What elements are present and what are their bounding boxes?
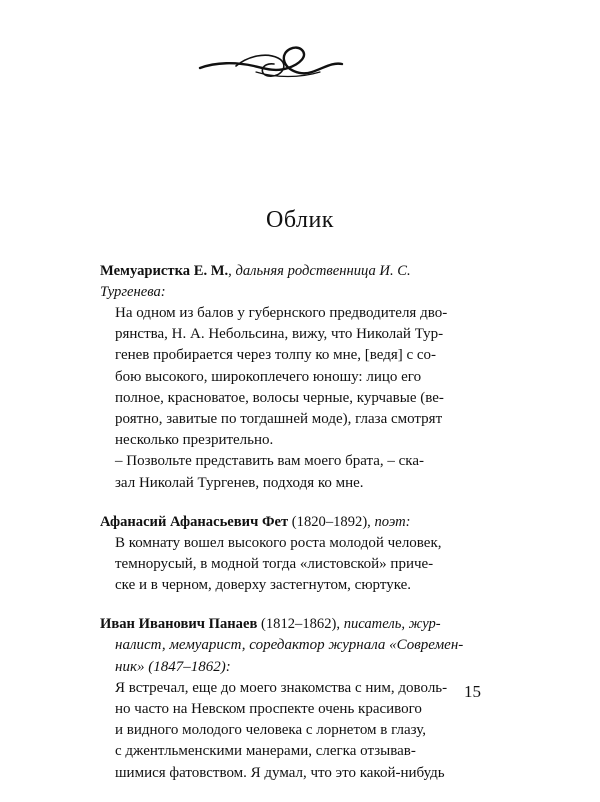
chapter-title: Облик: [266, 207, 334, 233]
memoir-entry: [100, 614, 472, 783]
quote-text: [115, 303, 472, 494]
memoir-entry: [100, 261, 472, 494]
memoir-entry: [100, 512, 472, 597]
quote-line: темнорусый, в модной тогда «листовской» приче-: [115, 556, 434, 573]
speaker-description: ник» (1847–1862):: [115, 658, 231, 675]
quote-line: бою высокого, широкоплечего юношу: лицо его: [115, 368, 422, 385]
quote-text: [115, 635, 472, 783]
quote-line: Я встречал, еще до моего знакомства с ним, доволь-: [115, 679, 448, 696]
speaker-description: писатель, жур-: [343, 616, 441, 633]
quote-line: несколько презрительно.: [115, 432, 274, 449]
quote-line: генев пробирается через толпу ко мне, [ведя] с со-: [115, 347, 437, 364]
quote-line: но часто на Невском проспекте очень красивого: [115, 701, 422, 718]
speaker-name: Иван Иванович Панаев: [100, 616, 258, 633]
quote-text: [115, 533, 472, 597]
speaker-heading: [100, 512, 472, 533]
speaker-years: (1812–1862),: [257, 616, 344, 633]
quote-line: с джентльменскими манерами, слегка отзывав-: [115, 743, 416, 760]
memoir-content: [100, 261, 472, 802]
decorative-flourish-ornament: [196, 38, 346, 88]
speaker-name: Афанасий Афанасьевич Фет: [100, 513, 289, 530]
speaker-name: Мемуаристка Е. М.: [100, 263, 229, 279]
speaker-description: , дальняя родственница И. С. Тургенева:: [100, 263, 411, 300]
speaker-description: налист, мемуарист, соредактор журнала «Современ-: [115, 637, 464, 654]
speaker-heading: [100, 261, 472, 303]
quote-line: и видного молодого человека с лорнетом в глазу,: [115, 722, 427, 739]
quote-line: На одном из балов у губернского предводителя дво-: [115, 305, 448, 321]
speaker-description: поэт:: [374, 513, 411, 530]
quote-line: роятно, завитые по тогдашней моде), глаза смотрят: [115, 411, 443, 428]
quote-line: – Позвольте представить вам моего брата, – ска-: [115, 453, 425, 470]
quote-line: зал Николай Тургенев, подходя ко мне.: [115, 474, 364, 491]
quote-line: шимися фатовством. Я думал, что это какой-нибудь: [115, 764, 445, 781]
quote-line: В комнату вошел высокого роста молодой человек,: [115, 534, 442, 551]
page-number: 15: [464, 682, 481, 701]
quote-line: рянства, Н. А. Небольсина, вижу, что Николай Тур-: [115, 326, 444, 343]
quote-line: ске и в черном, доверху застегнутом, сюртуке.: [115, 577, 412, 594]
quote-line: полное, красноватое, волосы черные, курчавые (ве-: [115, 389, 444, 406]
speaker-heading: [100, 614, 472, 635]
speaker-years: (1820–1892),: [288, 513, 375, 530]
